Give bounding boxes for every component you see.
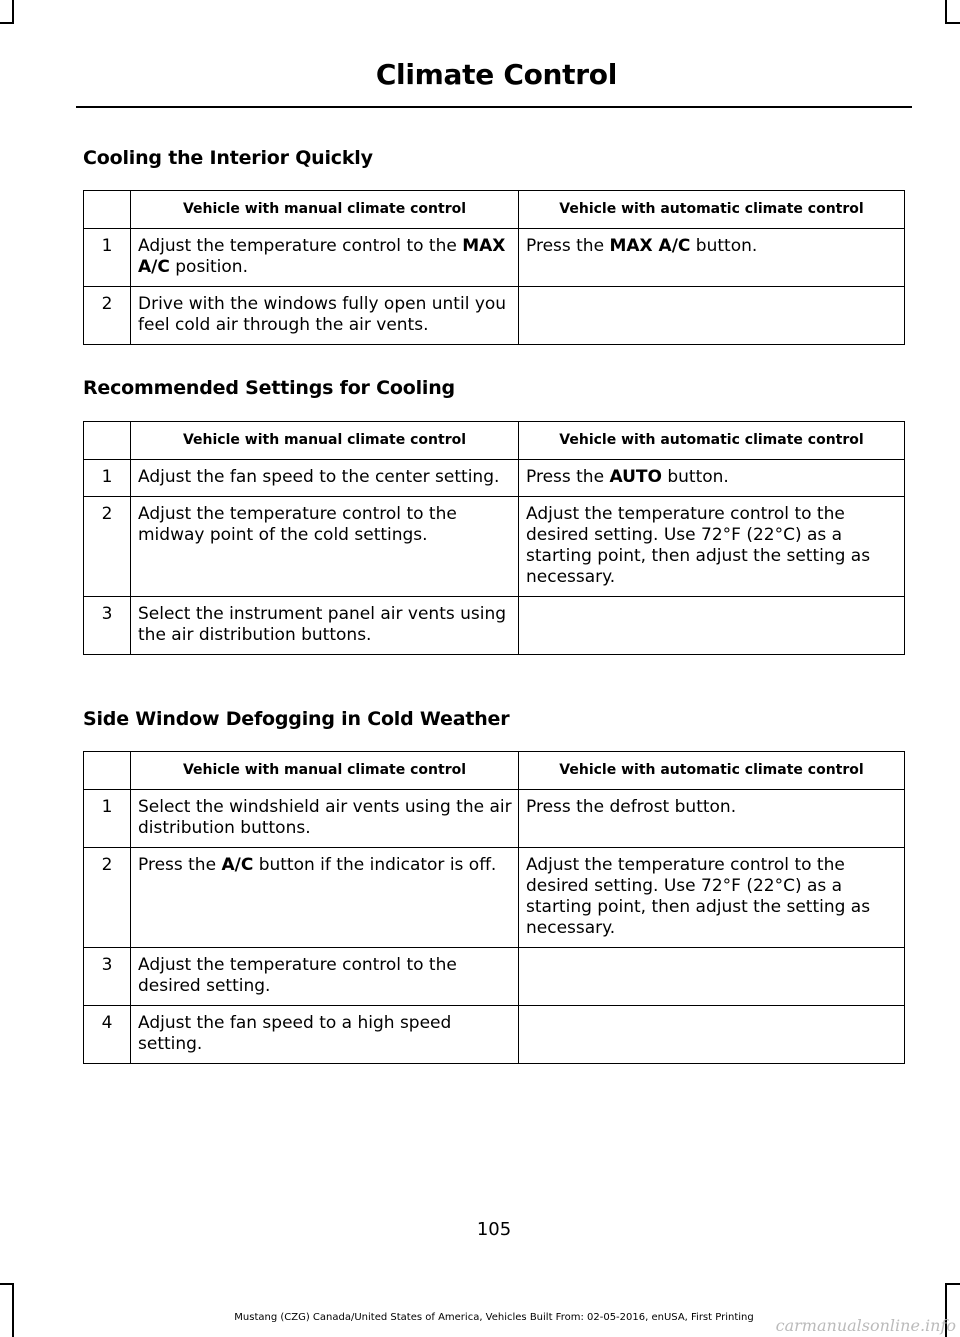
table-header-row (84, 752, 905, 790)
auto-step (519, 1006, 905, 1064)
manual-step: Drive with the windows fully open until you feel cold air through the air vents. (131, 287, 519, 345)
auto-step: Adjust the temperature control to the desired setting. Use 72°F (22°C) as a starting point, then adjust the setting as necessary. (519, 497, 905, 597)
header-cell-empty (84, 422, 131, 460)
header-cell-auto: Vehicle with automatic climate control (519, 191, 905, 229)
step-number: 3 (84, 597, 131, 655)
crop-mark (12, 1283, 14, 1337)
table-row (84, 287, 905, 345)
step-number: 2 (84, 287, 131, 345)
step-number: 2 (84, 848, 131, 948)
auto-step: Adjust the temperature control to the desired setting. Use 72°F (22°C) as a starting point, then adjust the setting as necessary. (519, 848, 905, 948)
auto-step: Press the AUTO button. (519, 460, 905, 497)
crop-mark (945, 0, 947, 22)
page-title: Climate Control (375, 58, 617, 91)
step-number: 4 (84, 1006, 131, 1064)
crop-mark (945, 1283, 960, 1285)
header-cell-empty (84, 752, 131, 790)
footer-text: Mustang (CZG) Canada/United States of America, Vehicles Built From: 02-05-2016, enUSA, First Printing (234, 1312, 754, 1323)
header-cell-empty (84, 191, 131, 229)
auto-step (519, 287, 905, 345)
manual-step: Select the instrument panel air vents using the air distribution buttons. (131, 597, 519, 655)
crop-mark (0, 22, 14, 24)
side-window-defog-table (83, 751, 905, 1064)
header-cell-manual: Vehicle with manual climate control (131, 422, 519, 460)
table-row (84, 497, 905, 597)
table-row (84, 790, 905, 848)
crop-mark (12, 0, 14, 22)
section-title: Recommended Settings for Cooling (83, 377, 455, 399)
step-number: 2 (84, 497, 131, 597)
table-row (84, 229, 905, 287)
manual-step: Select the windshield air vents using the air distribution buttons. (131, 790, 519, 848)
table-row (84, 597, 905, 655)
cooling-quickly-table (83, 190, 905, 345)
table-row (84, 460, 905, 497)
section-title: Cooling the Interior Quickly (83, 147, 373, 169)
step-number: 3 (84, 948, 131, 1006)
section-title: Side Window Defogging in Cold Weather (83, 708, 510, 730)
table-row (84, 948, 905, 1006)
auto-step: Press the defrost button. (519, 790, 905, 848)
table-row (84, 1006, 905, 1064)
auto-step (519, 597, 905, 655)
step-number: 1 (84, 790, 131, 848)
header-cell-manual: Vehicle with manual climate control (131, 191, 519, 229)
page-number: 105 (476, 1219, 512, 1240)
watermark: carmanualsonline.info (775, 1316, 956, 1335)
recommended-cooling-table (83, 421, 905, 655)
table-row (84, 848, 905, 948)
header-divider (76, 106, 912, 108)
manual-step: Adjust the temperature control to the MAX A/C position. (131, 229, 519, 287)
manual-step: Adjust the fan speed to the center setting. (131, 460, 519, 497)
step-number: 1 (84, 229, 131, 287)
table-header-row (84, 191, 905, 229)
crop-mark (945, 22, 960, 24)
manual-step: Adjust the temperature control to the desired setting. (131, 948, 519, 1006)
table-header-row (84, 422, 905, 460)
header-cell-manual: Vehicle with manual climate control (131, 752, 519, 790)
header-cell-auto: Vehicle with automatic climate control (519, 422, 905, 460)
crop-mark (0, 1283, 14, 1285)
header-cell-auto: Vehicle with automatic climate control (519, 752, 905, 790)
manual-step: Press the A/C button if the indicator is off. (131, 848, 519, 948)
step-number: 1 (84, 460, 131, 497)
auto-step (519, 948, 905, 1006)
manual-step: Adjust the temperature control to the midway point of the cold settings. (131, 497, 519, 597)
auto-step: Press the MAX A/C button. (519, 229, 905, 287)
manual-step: Adjust the fan speed to a high speed setting. (131, 1006, 519, 1064)
